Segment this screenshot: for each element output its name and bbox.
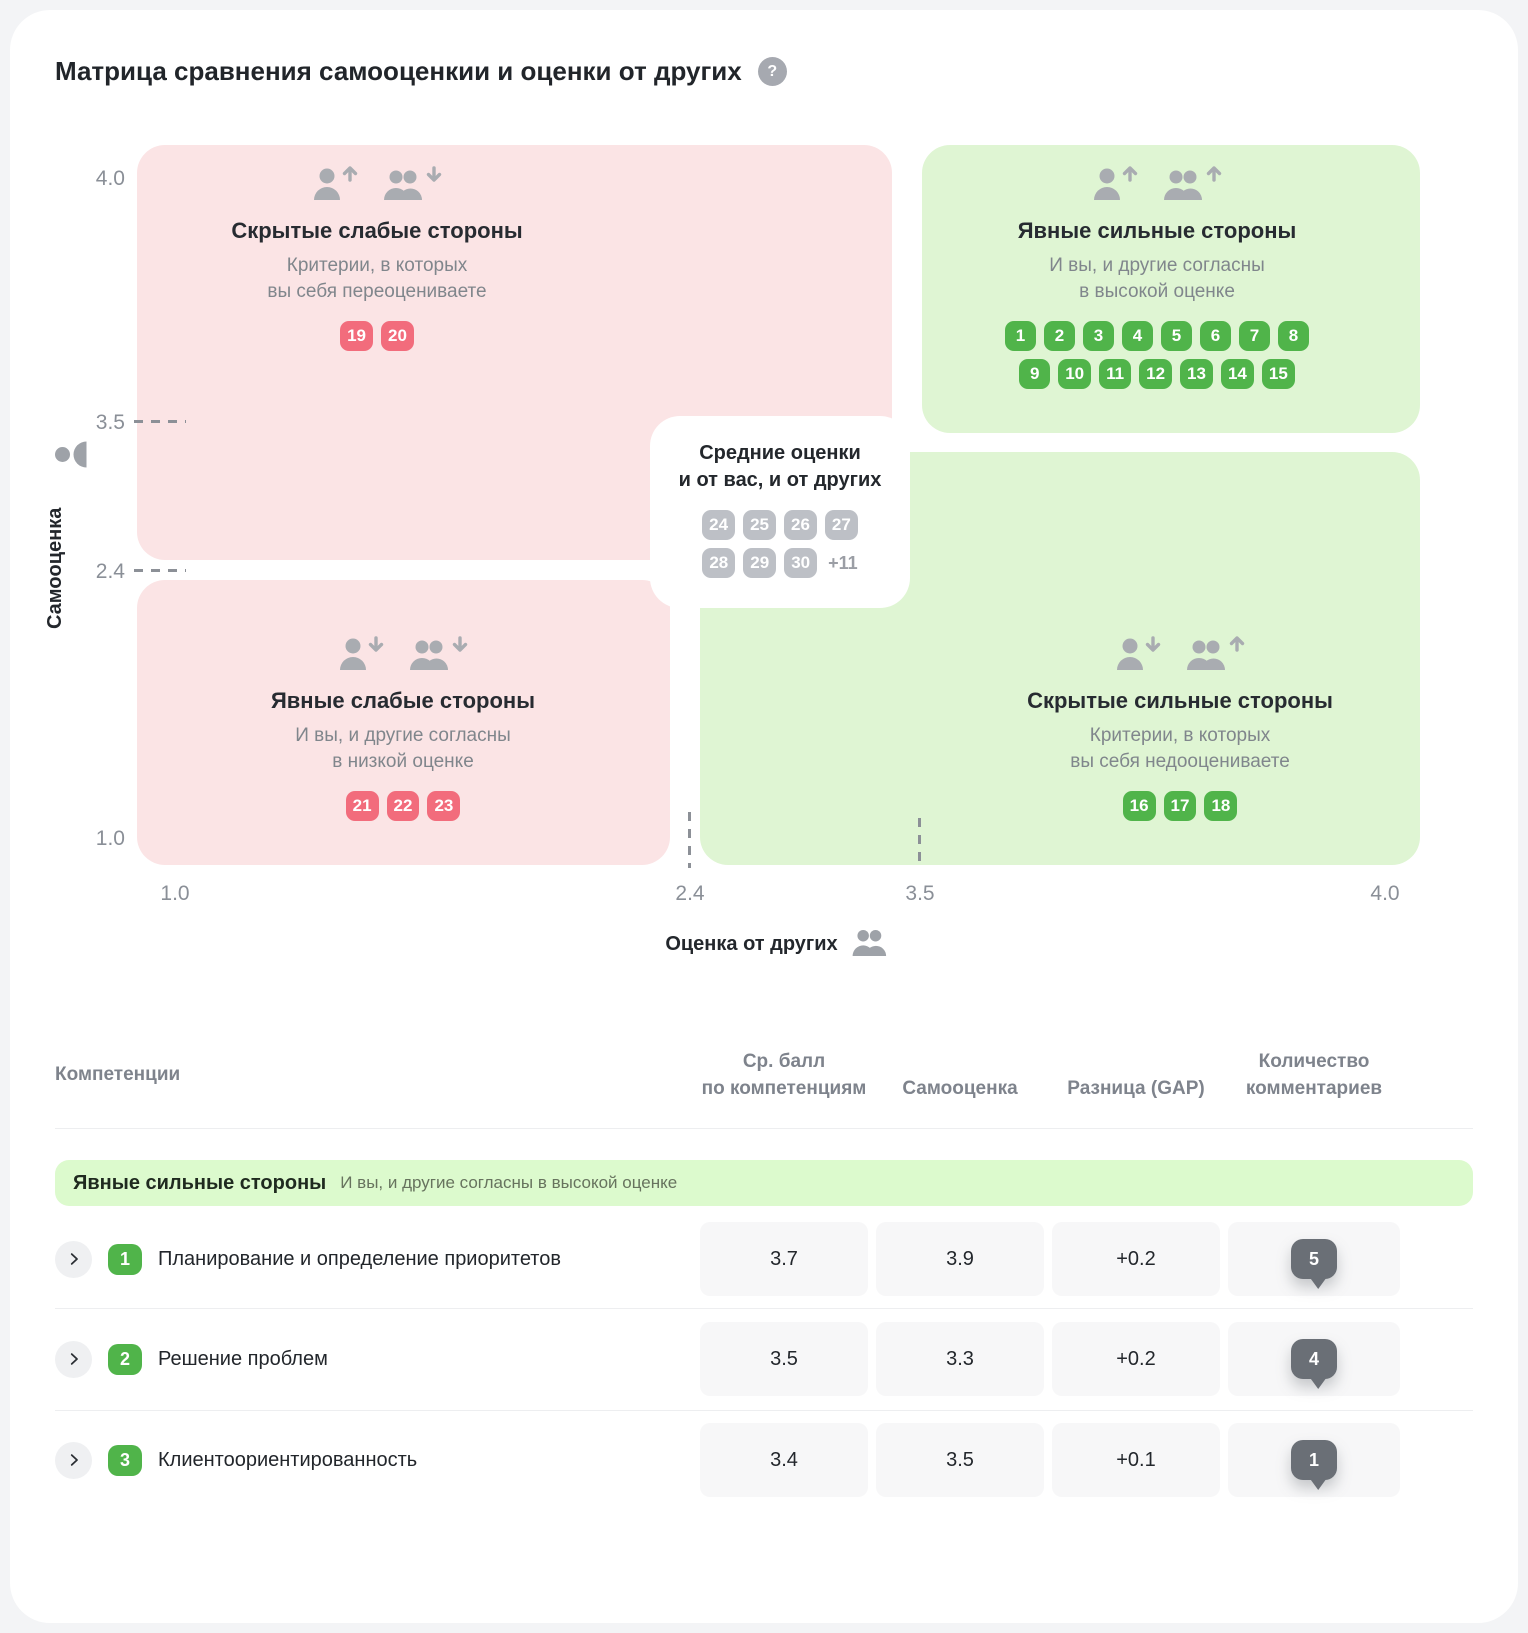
- expand-row-button[interactable]: [55, 1442, 92, 1479]
- criterion-badge[interactable]: 22: [387, 791, 420, 821]
- criterion-badge[interactable]: 9: [1019, 359, 1050, 389]
- criterion-badge[interactable]: 11: [1099, 359, 1131, 389]
- criterion-badge[interactable]: 30: [784, 548, 817, 578]
- center-title: Средние оценки и от вас, и от других: [678, 442, 882, 491]
- competency-number-badge: 1: [108, 1244, 142, 1275]
- self-score-cell: 3.5: [876, 1423, 1044, 1497]
- criterion-badge[interactable]: 26: [784, 510, 817, 540]
- more-count[interactable]: +11: [828, 552, 858, 573]
- criterion-badge[interactable]: 13: [1180, 359, 1213, 389]
- table-row: [55, 1411, 1400, 1509]
- avg-score-cell: 3.7: [700, 1222, 868, 1296]
- x-tick: 1.0: [160, 882, 190, 905]
- person-up-icon: [1092, 163, 1138, 206]
- section-title: Явные сильные стороны: [73, 1171, 327, 1194]
- quadrant-title: Явные сильные стороны: [1017, 218, 1297, 243]
- gap-cell: +0.2: [1052, 1322, 1220, 1396]
- table-row: [55, 1210, 1400, 1308]
- criterion-badge[interactable]: 14: [1221, 359, 1254, 389]
- quadrant-hidden-weak: [137, 168, 617, 351]
- comments-cell: [1228, 1222, 1400, 1296]
- divider: [55, 1308, 1473, 1309]
- group-icon: [852, 926, 892, 962]
- avg-score-cell: 3.5: [700, 1322, 868, 1396]
- column-header-gap: Разница (GAP): [1067, 1078, 1205, 1099]
- quadrant-title: Скрытые сильные стороны: [1027, 688, 1333, 713]
- comments-bubble[interactable]: 1: [1291, 1440, 1337, 1480]
- person-up-icon: [312, 163, 358, 206]
- table-header: [55, 1048, 1400, 1102]
- competency-name: Решение проблем: [158, 1347, 328, 1370]
- matrix-card: [10, 10, 1518, 1623]
- person-down-icon: [338, 633, 384, 676]
- criterion-badge[interactable]: 15: [1262, 359, 1295, 389]
- criterion-badge[interactable]: 19: [340, 321, 373, 351]
- column-header-competencies: Компетенции: [55, 1064, 181, 1085]
- quadrant-explicit-strong: [922, 168, 1392, 389]
- competency-name: Клиентоориентированность: [158, 1448, 418, 1471]
- section-explicit-strong: [55, 1160, 1473, 1206]
- threshold-dash: [918, 818, 921, 868]
- gap-cell: +0.1: [1052, 1423, 1220, 1497]
- group-up-icon: [1187, 633, 1245, 676]
- group-down-icon: [384, 163, 442, 206]
- comments-bubble[interactable]: 4: [1291, 1339, 1337, 1379]
- competency-number-badge: 3: [108, 1445, 142, 1476]
- threshold-dash: [688, 812, 691, 868]
- criterion-badge[interactable]: 17: [1164, 791, 1197, 821]
- section-subtitle: И вы, и другие согласны в высокой оценке: [340, 1173, 678, 1192]
- page-title: Матрица сравнения самооценкии и оценки от других: [55, 56, 742, 86]
- criterion-badge[interactable]: 20: [381, 321, 414, 351]
- y-tick: 4.0: [95, 167, 125, 190]
- person-icon: [53, 440, 94, 470]
- center-average-box: [650, 416, 910, 608]
- threshold-dash: [134, 569, 186, 572]
- criterion-badge[interactable]: 28: [702, 548, 735, 578]
- criterion-badge[interactable]: 10: [1058, 359, 1091, 389]
- criterion-badge[interactable]: 7: [1239, 321, 1270, 351]
- quadrant-subtitle: И вы, и другие согласны в низкой оценке: [295, 725, 511, 772]
- expand-row-button[interactable]: [55, 1341, 92, 1378]
- group-up-icon: [1164, 163, 1222, 206]
- criterion-badge[interactable]: 23: [427, 791, 460, 821]
- avg-score-cell: 3.4: [700, 1423, 868, 1497]
- x-tick: 4.0: [1370, 882, 1400, 905]
- criterion-badge[interactable]: 24: [702, 510, 735, 540]
- criterion-badge[interactable]: 8: [1278, 321, 1309, 351]
- header: [55, 56, 787, 87]
- gap-cell: +0.2: [1052, 1222, 1220, 1296]
- criterion-badge[interactable]: 16: [1123, 791, 1156, 821]
- criterion-badge[interactable]: 6: [1200, 321, 1231, 351]
- quadrant-title: Явные слабые стороны: [270, 688, 536, 713]
- criterion-badge[interactable]: 3: [1083, 321, 1114, 351]
- comments-cell: [1228, 1423, 1400, 1497]
- quadrant-subtitle: И вы, и другие согласны в высокой оценке: [1049, 255, 1265, 302]
- comments-bubble[interactable]: 5: [1291, 1239, 1337, 1279]
- quadrant-hidden-strong: [940, 638, 1420, 821]
- y-axis-label: Самооценка: [44, 507, 66, 629]
- person-down-icon: [1115, 633, 1161, 676]
- x-axis-label: Оценка от других: [137, 926, 1420, 962]
- criterion-badge[interactable]: 12: [1139, 359, 1172, 389]
- comments-cell: [1228, 1322, 1400, 1396]
- threshold-dash: [134, 420, 186, 423]
- column-header-self: Самооценка: [902, 1078, 1018, 1099]
- criterion-badge[interactable]: 2: [1044, 321, 1075, 351]
- self-score-cell: 3.9: [876, 1222, 1044, 1296]
- criterion-badge[interactable]: 29: [743, 548, 776, 578]
- competency-number-badge: 2: [108, 1344, 142, 1375]
- criterion-badge[interactable]: 4: [1122, 321, 1153, 351]
- competency-name: Планирование и определение приоритетов: [158, 1247, 561, 1270]
- y-tick: 2.4: [95, 560, 125, 583]
- column-header-avg: Ср. балл по компетенциям: [701, 1051, 867, 1099]
- divider: [55, 1128, 1473, 1129]
- criterion-badge[interactable]: 25: [743, 510, 776, 540]
- quadrant-subtitle: Критерии, в которых вы себя переоцениваете: [267, 255, 487, 302]
- criterion-badge[interactable]: 18: [1204, 791, 1237, 821]
- y-tick: 1.0: [95, 827, 125, 850]
- self-score-cell: 3.3: [876, 1322, 1044, 1396]
- x-tick: 3.5: [905, 882, 935, 905]
- quadrant-title: Скрытые слабые стороны: [231, 218, 523, 243]
- quadrant-subtitle: Критерии, в которых вы себя недооцениваете: [1070, 725, 1290, 772]
- x-tick: 2.4: [675, 882, 705, 905]
- criterion-badge[interactable]: 1: [1005, 321, 1036, 351]
- table-row: [55, 1310, 1400, 1408]
- criterion-badge[interactable]: 21: [346, 791, 379, 821]
- group-down-icon: [410, 633, 468, 676]
- y-tick: 3.5: [95, 411, 125, 434]
- criterion-badge[interactable]: 27: [825, 510, 858, 540]
- column-header-comments: Количество комментариев: [1245, 1051, 1383, 1099]
- expand-row-button[interactable]: [55, 1241, 92, 1278]
- quadrant-explicit-weak: [163, 638, 643, 821]
- help-icon[interactable]: ?: [758, 57, 787, 86]
- criterion-badge[interactable]: 5: [1161, 321, 1192, 351]
